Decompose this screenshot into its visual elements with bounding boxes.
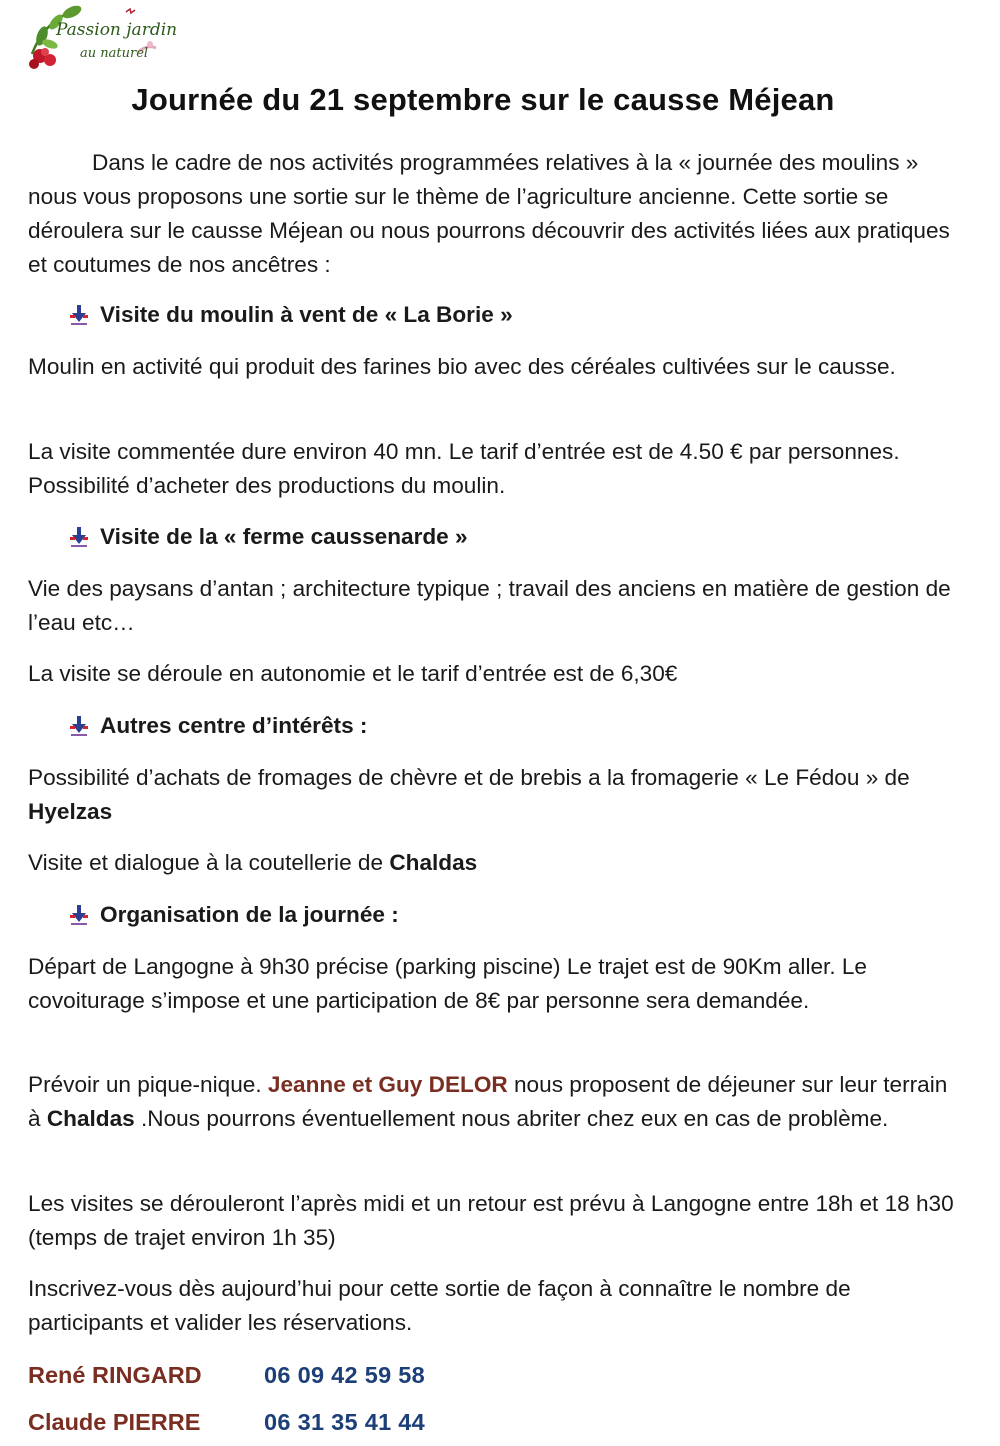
heading-ferme	[68, 522, 468, 552]
passion-jardin-logo	[26, 4, 178, 72]
ferme-paragraph-2: La visite se déroule en autonomie et le tarif d’entrée est de 6,30€	[28, 661, 678, 686]
organisation-paragraph-2	[28, 1068, 958, 1136]
contact-phone: 06 31 35 41 44	[264, 1408, 426, 1435]
heading-moulin	[68, 300, 513, 330]
autres-paragraph-1	[28, 761, 958, 829]
logo-title: Passion jardin	[56, 20, 178, 40]
arrow-down-bullet-icon	[68, 904, 90, 926]
contact-name: René RINGARD	[28, 1361, 202, 1388]
moulin-paragraph-1: Moulin en activité qui produit des farines bio avec des céréales cultivées sur le causse.	[28, 354, 896, 379]
place-chaldas: Chaldas	[46, 1106, 135, 1131]
page-title: Journée du 21 septembre sur le causse Méjean	[131, 82, 835, 117]
arrow-down-bullet-icon	[68, 715, 90, 737]
org-p2-a: Prévoir un pique-nique.	[28, 1072, 268, 1097]
logo-subtitle: au naturel	[80, 46, 149, 61]
organisation-paragraph-3: Les visites se dérouleront l’après midi et un retour est prévu à Langogne entre 18h et 18 h30 (temps de trajet environ 1h 35)	[28, 1191, 954, 1250]
organisation-paragraph-4: Inscrivez-vous dès aujourd’hui pour cette sortie de façon à connaître le nombre de participants et valider les réservations.	[28, 1276, 851, 1335]
hosts-name: Jeanne et Guy DELOR	[267, 1072, 508, 1097]
contact-row	[28, 1358, 425, 1392]
arrow-down-bullet-icon	[68, 304, 90, 326]
autres-p1-text: Possibilité d’achats de fromages de chèvre et de brebis a la fromagerie « Le Fédou » de	[28, 765, 910, 790]
autres-p2-text: Visite et dialogue à la coutellerie de	[28, 850, 390, 875]
autres-paragraph-2	[28, 846, 958, 880]
intro-paragraph: Dans le cadre de nos activités programmées relatives à la « journée des moulins » nous vous proposons une sortie sur le thème de l’agriculture ancienne. Cette sortie se déroulera sur le causse Méjean ou nous pourrons découvrir des activités liées aux pratiques et coutumes de nos ancêtres :	[28, 150, 950, 277]
heading-ferme-text: Visite de la « ferme caussenarde »	[100, 524, 468, 549]
heading-autres	[68, 711, 367, 741]
organisation-paragraph-1: Départ de Langogne à 9h30 précise (parking piscine) Le trajet est de 90Km aller. Le covoiturage s’impose et une participation de 8€ par personne sera demandée.	[28, 954, 868, 1013]
heading-organisation-text: Organisation de la journée :	[100, 902, 399, 927]
hyelzas-bold: Hyelzas	[28, 799, 113, 824]
org-p2-c: .Nous pourrons éventuellement nous abriter chez eux en cas de problème.	[134, 1106, 889, 1131]
ferme-paragraph-1: Vie des paysans d’antan ; architecture typique ; travail des anciens en matière de gestion de l’eau etc…	[28, 576, 951, 635]
contact-row	[28, 1405, 425, 1439]
contact-name: Claude PIERRE	[28, 1408, 201, 1435]
chaldas-bold: Chaldas	[389, 850, 478, 875]
arrow-down-bullet-icon	[68, 526, 90, 548]
heading-autres-text: Autres centre d’intérêts :	[100, 713, 368, 738]
heading-moulin-text: Visite du moulin à vent de « La Borie »	[100, 302, 513, 327]
heading-organisation	[68, 900, 399, 930]
org-p2-b: nous proposent de déjeuner sur leur terrain à	[28, 1072, 948, 1131]
moulin-paragraph-2: La visite commentée dure environ 40 mn. Le tarif d’entrée est de 4.50 € par personnes. Possibilité d’acheter des productions du moulin.	[28, 439, 900, 498]
contact-phone: 06 09 42 59 58	[264, 1361, 426, 1388]
